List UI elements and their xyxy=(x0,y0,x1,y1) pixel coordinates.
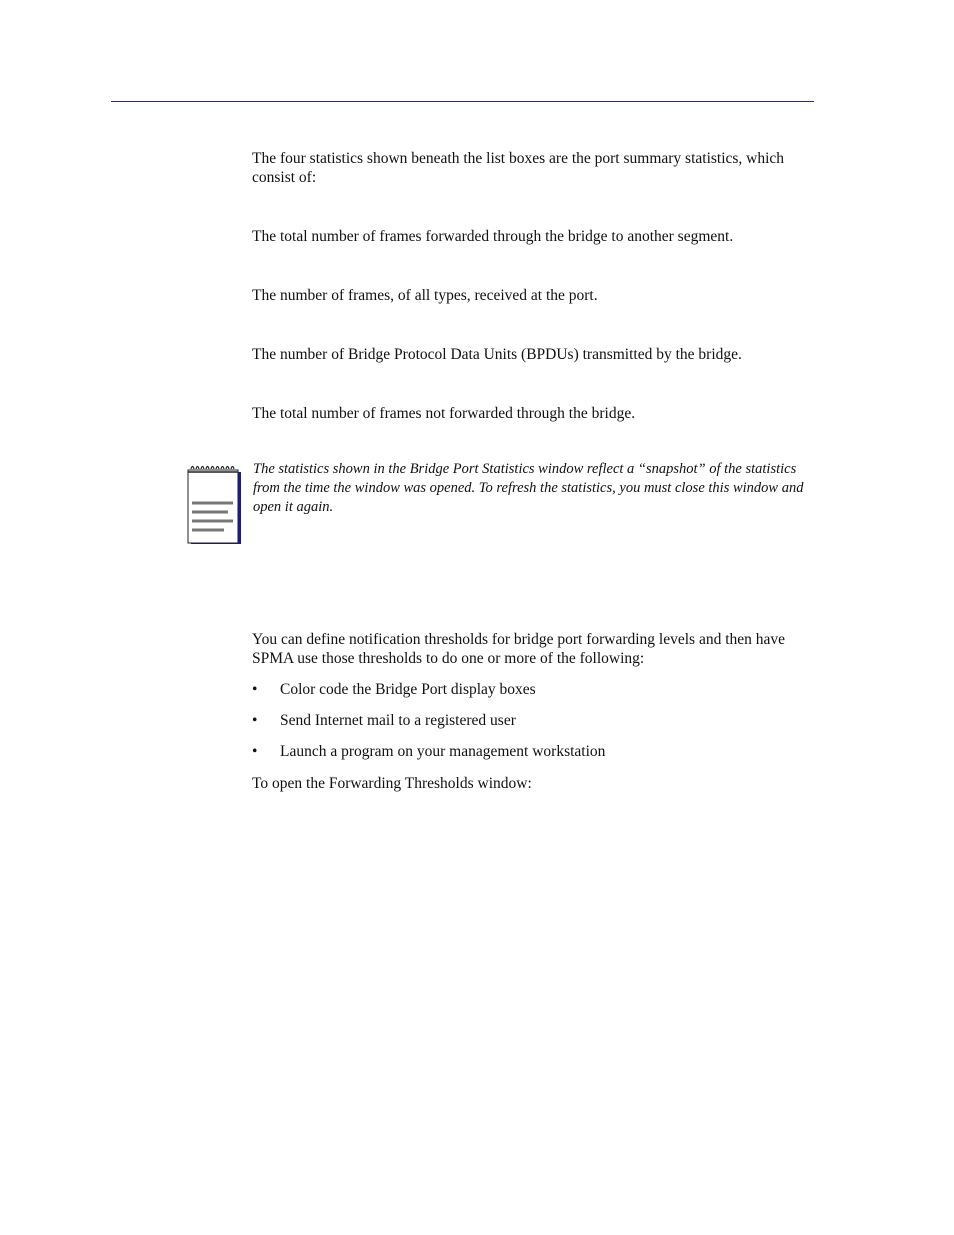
bullet-icon: • xyxy=(252,743,258,760)
notepad-icon xyxy=(186,462,244,546)
list-item-text: Color code the Bridge Port display boxes xyxy=(280,681,536,698)
note-text: The statistics shown in the Bridge Port Statistics window reflect a “snapshot” of the statistics from the time the window was opened. To refresh the statistics, you must close this window and open it again. xyxy=(253,461,804,515)
list-item-text: Send Internet mail to a registered user xyxy=(280,712,516,729)
stat-filtered-description: The total number of frames not forwarded through the bridge. xyxy=(252,405,636,422)
list-item-text: Launch a program on your management workstation xyxy=(280,743,606,760)
stat-received-description: The number of frames, of all types, received at the port. xyxy=(252,287,598,304)
open-instruction: To open the Forwarding Thresholds window: xyxy=(252,775,532,792)
thresholds-intro-paragraph: You can define notification thresholds for bridge port forwarding levels and then have SPMA use those thresholds to do one or more of the following: xyxy=(252,631,786,667)
bullet-icon: • xyxy=(252,712,258,729)
intro-paragraph: The four statistics shown beneath the list boxes are the port summary statistics, which consist of: xyxy=(252,150,785,186)
header-rule xyxy=(111,101,814,102)
stat-bpdu-description: The number of Bridge Protocol Data Units (BPDUs) transmitted by the bridge. xyxy=(252,346,742,363)
stat-forwarded-description: The total number of frames forwarded through the bridge to another segment. xyxy=(252,228,734,245)
bullet-icon: • xyxy=(252,681,258,698)
